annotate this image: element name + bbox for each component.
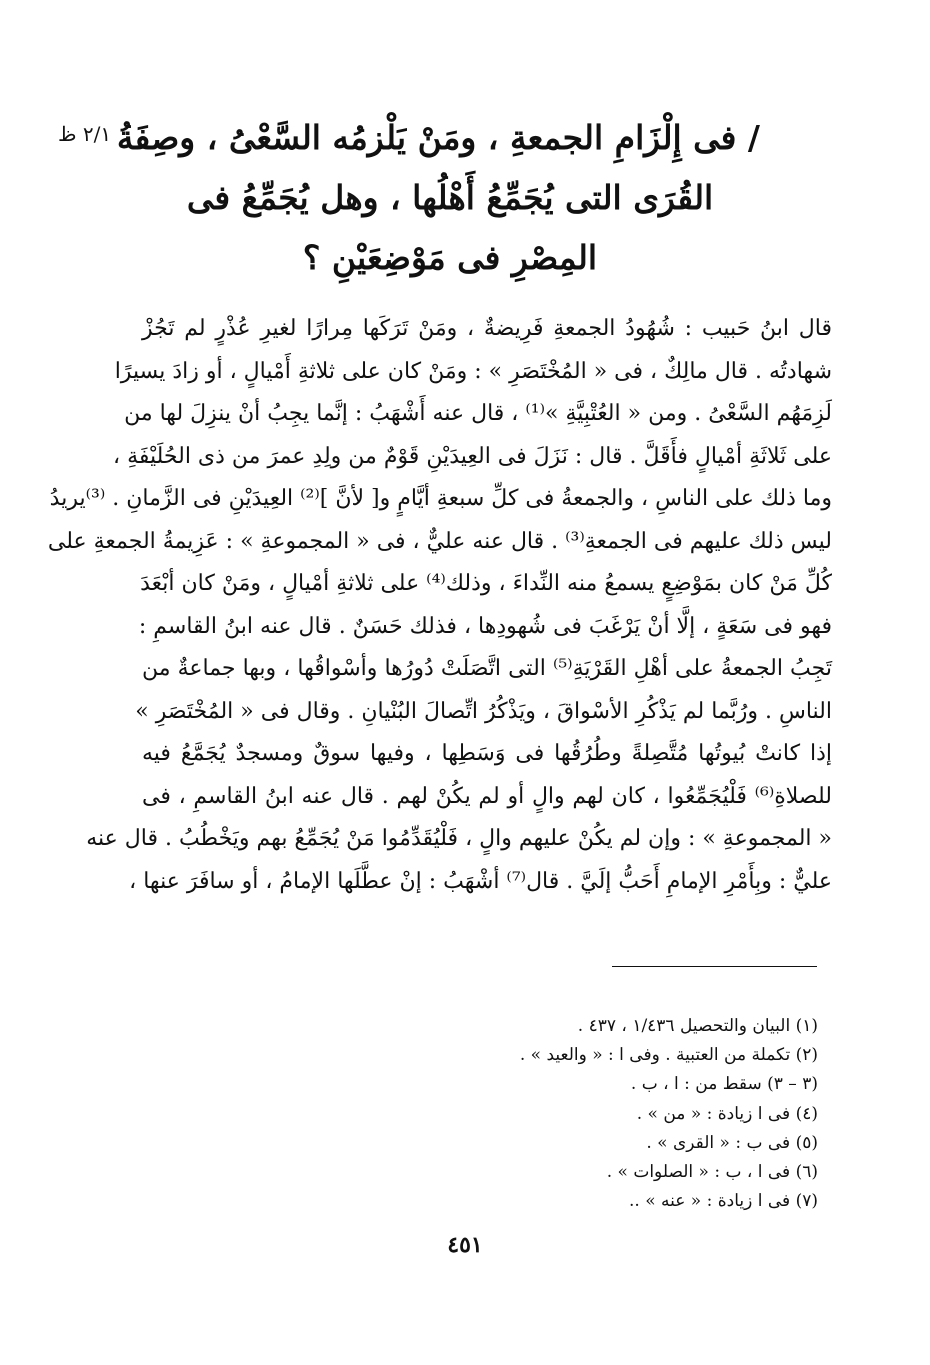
text-line: لَزِمَهُم السَّعْىُ . ومن « العُتْبِيَّةِ »⁽¹⁾ ، قال عنه أَشْهَبُ : إنَّما يجِبُ أنْ ينزِلَ لها من [124, 401, 832, 426]
heading-line: المِصْرِ فى مَوْضِعَيْنِ ؟ [302, 238, 598, 277]
text-line: كُلِّ مَنْ كان بمَوْضِعٍ يسمعُ منه النِّداءَ ، وذلك⁽⁴⁾ على ثلاثةِ أمْيالٍ ، ومَنْ كان أبْعَدَ [140, 571, 832, 596]
text-line: فهو فى سَعَةٍ ، إلَّا أنْ يَرْغَبَ فى شُهودِها ، فذلك حَسَنٌ . قال عنه ابنُ القاسمِ : [138, 613, 832, 639]
chapter-heading [116, 108, 760, 288]
text-line: للصلاةِ⁽⁶⁾ فَلْيُجَمِّعُوا ، كان لهم والٍ أو لم يكُنْ لهم . قال عنه ابنُ القاسمِ ، فى [142, 783, 832, 809]
footnote: (١) البيان والتحصيل ١/٤٣٦ ، ٤٣٧ . [577, 1016, 818, 1036]
footnotes [300, 1012, 818, 1216]
text-line: تَجِبُ الجمعةُ على أهْلِ القَرْيَةِ⁽⁵⁾ التى اتَّصَلَتْ دُورُها وأسْواقُها ، وبها جماعةٌ من [142, 656, 832, 681]
text-line: ليس ذلك عليهم فى الجمعةِ⁽³⁾ . قال عنه عليٌّ ، فى « المجموعةِ » : عَزِيمةُ الجمعةِ على [47, 528, 832, 554]
heading-line: / فى إِلْزَامِ الجمعةِ ، ومَنْ يَلْزمُه السَّعْىُ ، وصِفَةُ [116, 118, 760, 157]
text-line: إذا كانتْ بُيوتُها مُتَّصِلةً وطُرُقُها فى وَسَطِها ، وفيها سوقٌ ومسجدٌ يُجَمَّعُ فيه [142, 741, 832, 766]
text-line: « المجموعةِ » : وإن لم يكُنْ عليهم والٍ ، فَلْيُقَدِّمُوا مَنْ يُجَمِّعُ بهم ويَخْطُبُ . قال عنه [86, 826, 832, 851]
main-text [47, 308, 832, 903]
footnote: (٥) فى ب : « القرى » . [646, 1132, 818, 1153]
footnote: (٤) فى ا زيادة : « من » . [636, 1103, 818, 1124]
page-number: ٤٥١ [447, 1232, 483, 1258]
footnote: (٣ – ٣) سقط من : ا ، ب . [630, 1074, 818, 1095]
text-line: وما ذلك على الناسِ ، والجمعةُ فى كلِّ سبعةِ أيَّامٍ و[ لأنَّ ]⁽²⁾ العِيدَيْنِ فى الزَّمانِ . ⁽³⁾يريدُ [49, 486, 832, 511]
text-line: قال ابنُ حَبيب : شُهُودُ الجمعةِ فَرِيضةٌ ، ومَنْ تَرَكَها مِرارًا لغيرِ عُذْرٍ لم تَجُزْ [142, 316, 832, 341]
heading-line: القُرَى التى يُجَمِّعُ أَهْلُها ، وهل يُجَمِّعُ فى [186, 178, 714, 217]
text-line: عليٌّ : وبِأَمْرِ الإمامِ أَحَبُّ إلَيَّ . قال⁽⁷⁾ أشْهَبُ : إنْ عطَّلَها الإمامُ ، أو سافَرَ عنها ، [129, 868, 832, 894]
footnote: (٧) فى ا زيادة : « عنه » .. [629, 1191, 818, 1212]
text-line: الناسِ . ورُبَّما لم يَذْكُرِ الأسْواقَ ، ويَذْكُرُ اتِّصالَ البُنْيانِ . وقال فى « المُخْتَصَرِ » [135, 698, 832, 724]
footnote: (٢) تكملة من العتبية . وفى ا : « والعيد » . [519, 1045, 818, 1066]
footnote-separator [612, 966, 817, 967]
text-line: شهادتُه . قال مالِكٌ ، فى « المُخْتَصَرِ » : ومَنْ كان على ثلاثةِ أَمْيالٍ ، أو زادَ يسيرًا [114, 358, 832, 384]
text-line: على ثَلاثَةِ أمْيالٍ فأَقَلَّ . قال : نَزَلَ فى العِيدَيْنِ قَوْمٌ من ولِدِ عمرَ من ذى الحُلَيْفَةِ ، [112, 443, 832, 469]
footnote: (٦) فى ا ، ب : « الصلوات » . [606, 1161, 818, 1182]
manuscript-folio-note: ٢/١ ظ [58, 122, 112, 146]
